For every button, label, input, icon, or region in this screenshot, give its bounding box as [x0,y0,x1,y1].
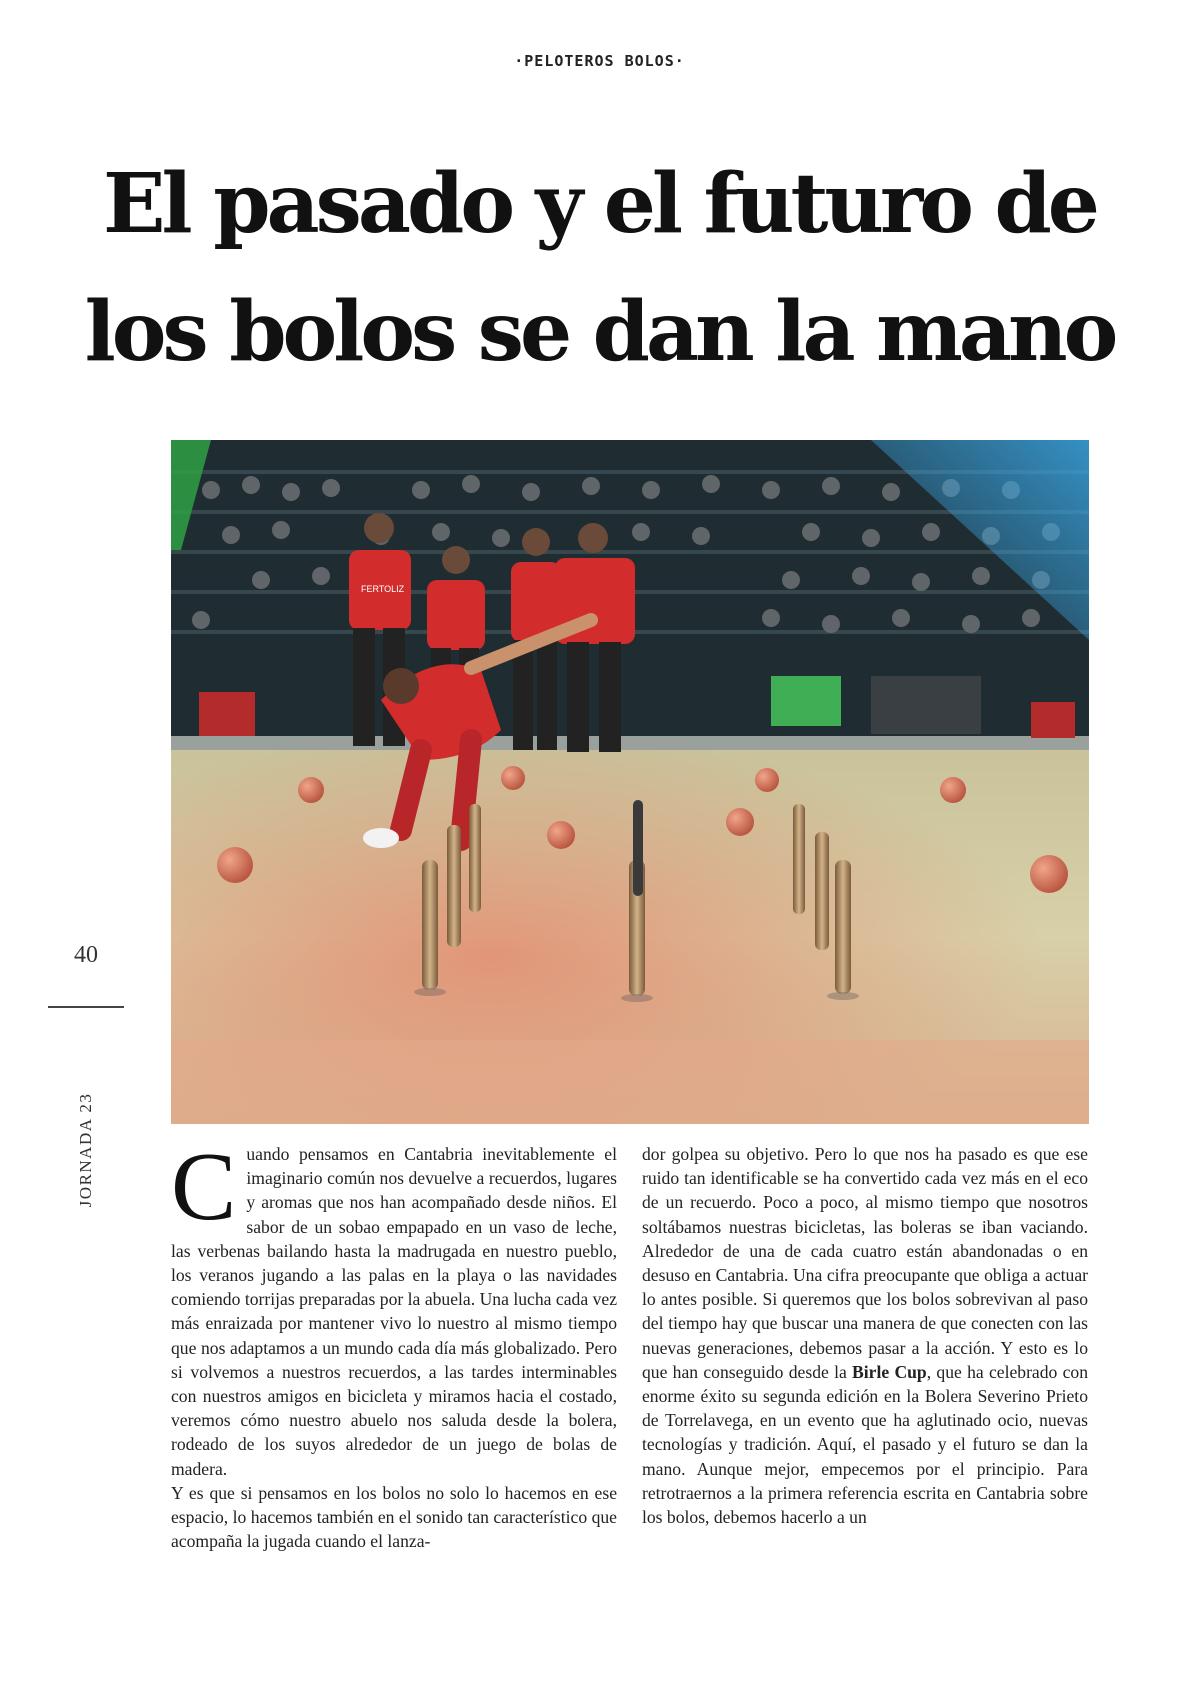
bolos-match-illustration [171,440,1089,1124]
article-paragraph-1 [171,1142,617,1481]
margin-rule [48,1006,124,1008]
jersey-text: FERTOLIZ [361,584,405,594]
section-label: JORNADA 23 [76,1092,95,1208]
headline [0,140,1199,396]
article-column-1 [171,1142,617,1582]
section-kicker: ·PELOTEROS BOLOS· [514,52,685,70]
paragraph-3-text-a: dor golpea su objetivo. Pero lo que nos ha pasado es que ese ruido tan identificable se ha convertido cada vez más en el eco de un recuerdo. Poco a poco, al mismo tiempo que nosotros soltábamos nuestras bicicletas, las boleras se iban vaciando. Alrededor de una de cada cuatro están abandonadas o en desuso en Cantabria. Una cifra preocupante que obliga a actuar lo antes posible. Si queremos que los bolos sobrevivan al paso del tiempo hay que buscar una manera de que conecten con las nuevas generaciones, debemos pasar a la acción. Y esto es lo que han conseguido desde la [642,1144,1088,1382]
article-photo [171,440,1089,1124]
headline-line-1: El pasado y el futuro de [103,156,1096,252]
event-name: Birle Cup [852,1361,927,1382]
article-paragraph-3 [642,1142,1088,1529]
paragraph-1-text: uando pensamos en Cantabria inevitablemente el imaginario común nos devuelve a recuerdos, lugares y aromas que nos han acompañado desde niños. El sabor de un sobao empapado en un vaso de leche, las verbenas bailando hasta la madrugada en nuestro pueblo, los veranos jugando a las palas en la playa o las navidades comiendo torrijas preparadas por la abuela. Una lucha cada vez más enraizada por mantener vivo lo nuestro al mismo tiempo que nos adaptamos a un mundo cada día más globalizado. Pero si volvemos a nuestros recuerdos, a las tardes interminables con nuestros amigos en bicicleta y miramos hacia el costado, veremos cómo nuestro abuelo nos saluda desde la bolera, rodeado de los suyos alrededor de un juego de bolas de madera. [171,1144,617,1479]
page-number: 40 [74,942,98,968]
drop-cap: C [171,1142,237,1241]
article-paragraph-2: Y es que si pensamos en los bolos no solo lo hacemos en ese espacio, lo hacemos también en el sonido tan característico que acompaña la jugada cuando el lanza- [171,1482,617,1552]
paragraph-3-text-b: , que ha celebrado con enorme éxito su segunda edición en la Bolera Severino Prieto de Torrelavega, en un evento que ha aglutinado ocio, nuevas tecnologías y tradición. Aquí, el pasado y el futuro se dan la mano. Aunque mejor, empecemos por el principio. Para retrotraernos a la primera referencia escrita en Cantabria sobre los bolos, debemos hacerlo a un [642,1361,1088,1528]
headline-line-2: los bolos se dan la mano [84,284,1115,380]
article-column-2 [642,1142,1088,1582]
